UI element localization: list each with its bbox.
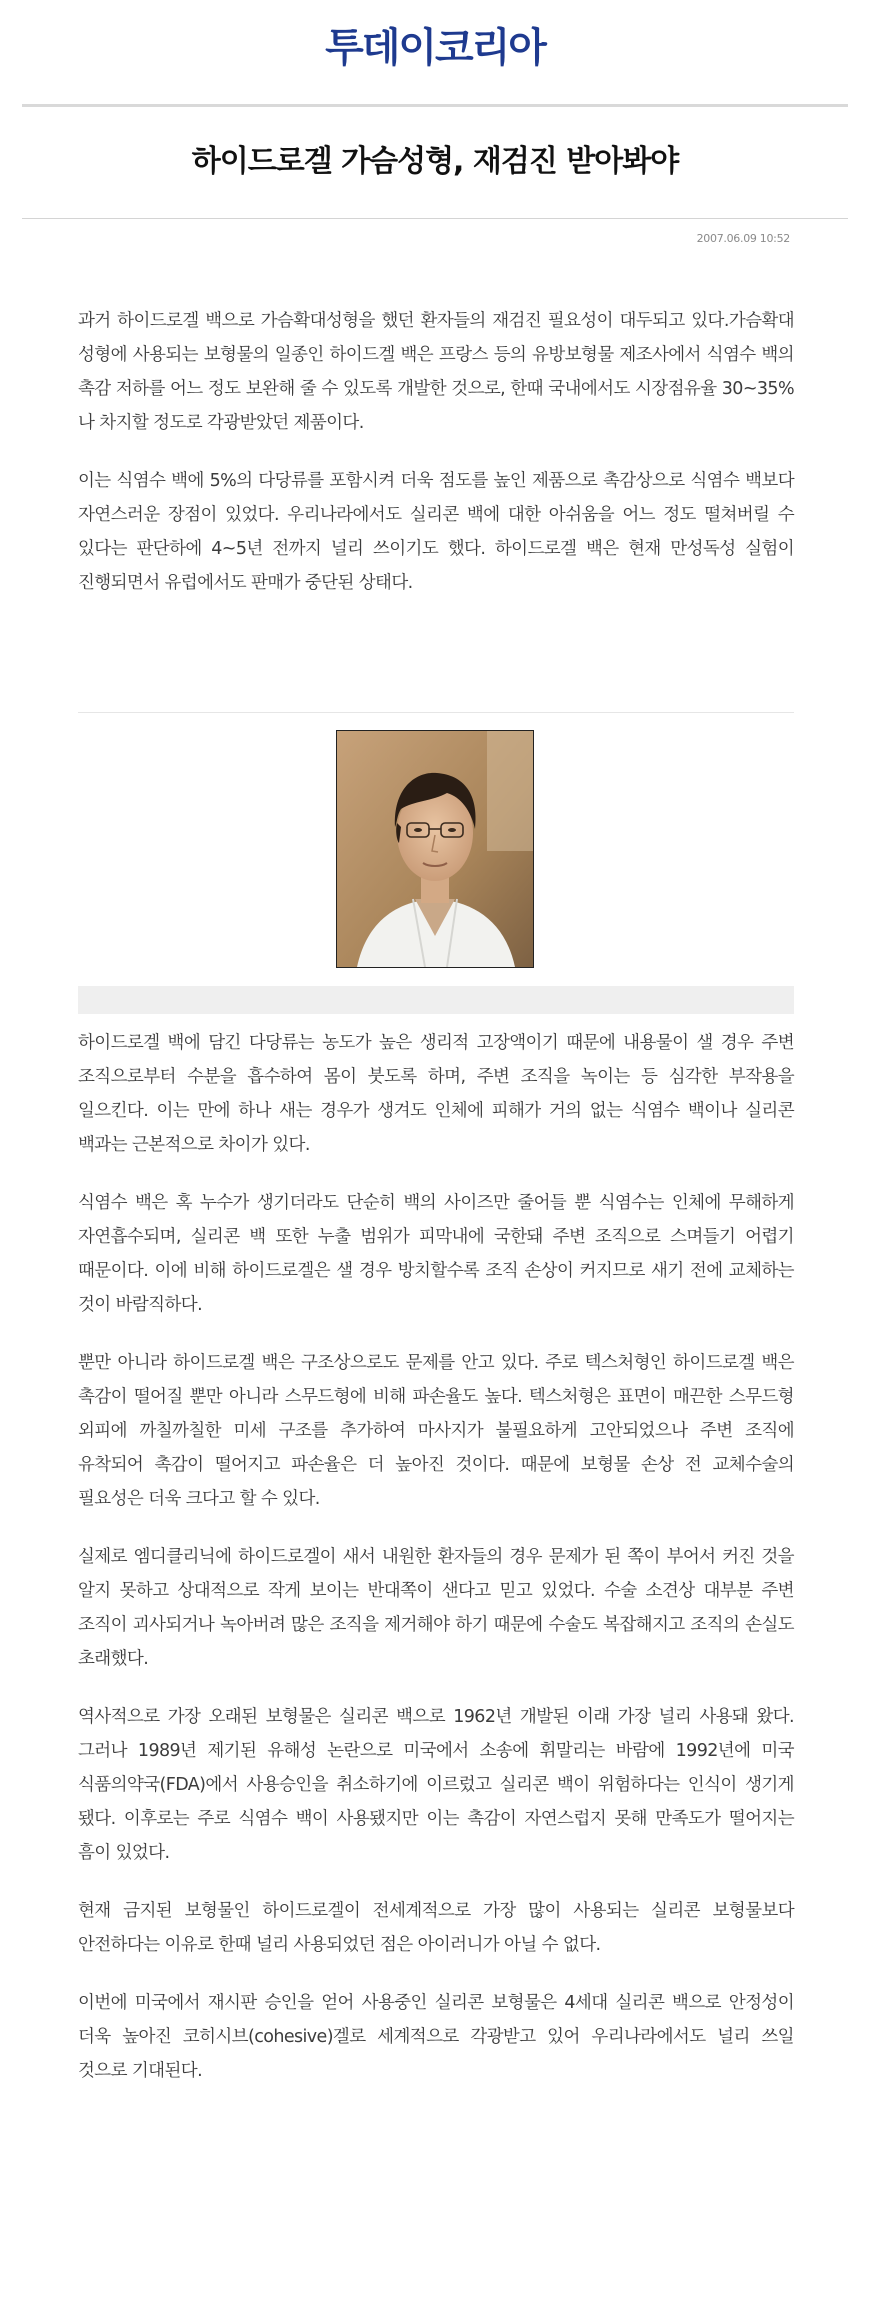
article-paragraph: 역사적으로 가장 오래된 보형물은 실리콘 백으로 1962년 개발된 이래 가장 널리 사용돼 왔다. 그러나 1989년 제기된 유해성 논란으로 미국에서 소송에 휘말리는 바람에 1992년에 미국 식품의약국(FDA)에서 사용승인을 취소하기에 이르렀고 실리콘 백이 위험하다는 인식이 생기게 됐다. 이후로는 주로 식염수 백이 사용됐지만 이는 촉감이 자연스럽지 못해 만족도가 떨어지는 흠이 있었다. [78, 1707, 794, 1863]
site-masthead [0, 22, 870, 74]
doctor-portrait-image [337, 731, 533, 967]
article-body-bottom [78, 1026, 794, 2112]
photo-separator [78, 712, 794, 713]
article-title: 하이드로겔 가슴성형, 재검진 받아봐야 [191, 144, 679, 179]
article-paragraph: 뿐만 아니라 하이드로겔 백은 구조상으로도 문제를 안고 있다. 주로 텍스처형인 하이드로겔 백은 촉감이 떨어질 뿐만 아니라 스무드형에 비해 파손율도 높다. 텍스처형은 표면이 매끈한 스무드형 외피에 까칠까칠한 미세 구조를 추가하여 마사지가 불필요하게 고안되었으나 주변 조직에 유착되어 촉감이 떨어지고 파손율은 더 높아진 것이다. 때문에 보형물 손상 전 교체수술의 필요성은 더욱 크다고 할 수 있다. [78, 1353, 794, 1509]
site-logo[interactable]: 투데이코리아 [325, 25, 545, 71]
article-date: 2007.06.09 10:52 [696, 232, 790, 245]
article-paragraph: 하이드로겔 백에 담긴 다당류는 농도가 높은 생리적 고장액이기 때문에 내용물이 샐 경우 주변 조직으로부터 수분을 흡수하여 몸이 붓도록 하며, 주변 조직을 녹이는 등 심각한 부작용을 일으킨다. 이는 만에 하나 새는 경우가 생겨도 인체에 피해가 거의 없는 식염수 백이나 실리콘 백과는 근본적으로 차이가 있다. [78, 1033, 794, 1155]
article-paragraph: 이번에 미국에서 재시판 승인을 얻어 사용중인 실리콘 보형물은 4세대 실리콘 백으로 안정성이 더욱 높아진 코히시브(cohesive)겔로 세계적으로 각광받고 있어 우리나라에서도 널리 쓰일 것으로 기대된다. [78, 1993, 794, 2081]
article-paragraph: 과거 하이드로겔 백으로 가슴확대성형을 했던 환자들의 재검진 필요성이 대두되고 있다.가슴확대 성형에 사용되는 보형물의 일종인 하이드겔 백은 프랑스 등의 유방보형물 제조사에서 식염수 백의 촉감 저하를 어느 정도 보완해 줄 수 있도록 개발한 것으로, 한때 국내에서도 시장점유율 30~35%나 차지할 정도로 각광받았던 제품이다. [78, 311, 794, 433]
article-photo [336, 730, 534, 968]
article-paragraph: 식염수 백은 혹 누수가 생기더라도 단순히 백의 사이즈만 줄어들 뿐 식염수는 인체에 무해하게 자연흡수되며, 실리콘 백 또한 누출 범위가 피막내에 국한돼 주변 조직으로 스며들기 어렵기 때문이다. 이에 비해 하이드로겔은 샐 경우 방치할수록 조직 손상이 커지므로 새기 전에 교체하는 것이 바람직하다. [78, 1193, 794, 1315]
article-body-top [78, 304, 794, 624]
article-paragraph: 현재 금지된 보형물인 하이드로겔이 전세계적으로 가장 많이 사용되는 실리콘 보형물보다 안전하다는 이유로 한때 널리 사용되었던 점은 아이러니가 아닐 수 없다. [78, 1901, 794, 1955]
title-divider [22, 218, 848, 219]
article-paragraph: 이는 식염수 백에 5%의 다당류를 포함시켜 더욱 점도를 높인 제품으로 촉감상으로 식염수 백보다 자연스러운 장점이 있었다. 우리나라에서도 실리콘 백에 대한 아쉬움을 어느 정도 떨쳐버릴 수 있다는 판단하에 4~5년 전까지 널리 쓰이기도 했다. 하이드로겔 백은 현재 만성독성 실험이 진행되면서 유럽에서도 판매가 중단된 상태다. [78, 471, 794, 593]
article-paragraph: 실제로 엠디클리닉에 하이드로겔이 새서 내원한 환자들의 경우 문제가 된 쪽이 부어서 커진 것을 알지 못하고 상대적으로 작게 보이는 반대쪽이 샌다고 믿고 있었다. 수술 소견상 대부분 주변 조직이 괴사되거나 녹아버려 많은 조직을 제거해야 하기 때문에 수술도 복잡해지고 조직의 손실도 초래했다. [78, 1547, 794, 1669]
masthead-divider [22, 104, 848, 107]
photo-caption-bar [78, 986, 794, 1014]
